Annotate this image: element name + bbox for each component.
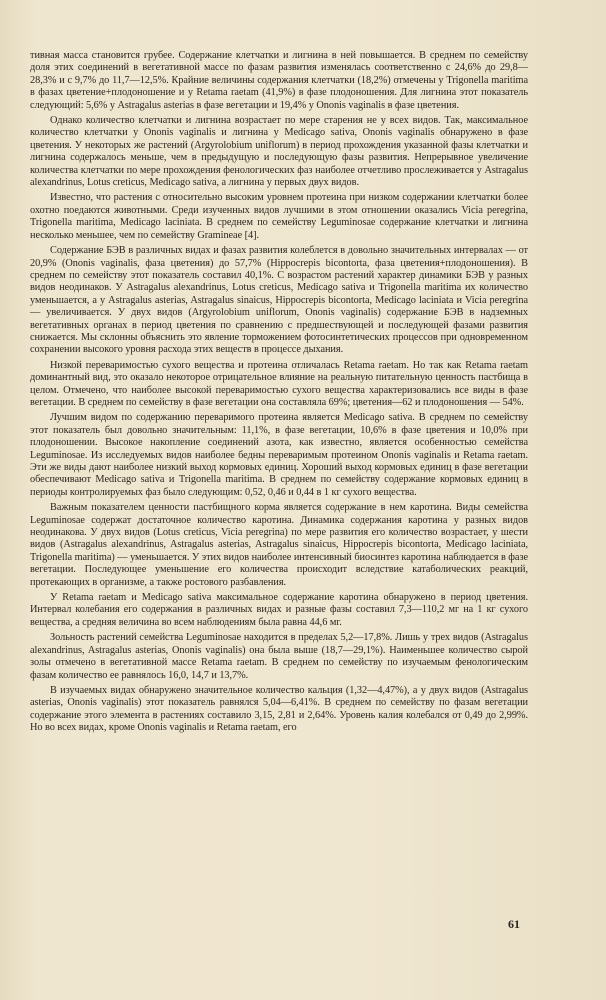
paragraph: В изучаемых видах обнаружено значительное количество кальция (1,32—4,47%), а у двух видов (Astragalus asterias, Ononis vaginalis) этот показатель равнялся 5,04—6,41%. В среднем по семейству по фазам вегетации содержание этого элемента в растениях составило 3,15, 2,81 и 2,64%. Уровень калия колебался от 0,49 до 2,99%. Но во всех видах, кроме Ononis vaginalis и Retama raetam, его (30, 684, 528, 734)
body-text (30, 50, 528, 738)
paragraph: Лучшим видом по содержанию переваримого протеина является Medicago sativa. В среднем по семейству этот показатель был довольно значительным: 11,1%, в фазе вегетации, 10,6% в фазе цветения и 10,0% при плодоношении. Высокое накопление соединений азота, как известно, является особенностью семейства Leguminosae. Из исследуемых видов наиболее бедны переваримым протеином Ononis vaginalis и Retama raetam. Эти же виды дают наиболее низкий выход кормовых единиц. Хороший выход кормовых единиц в фазе вегетации обеспечивают Medicago sativa и Trigonella maritima. В среднем по семейству содержание кормовых единиц в периоды контролируемых фаз было следующим: 0,52, 0,46 и 0,44 в 1 кг сухого вещества. (30, 412, 528, 498)
paragraph: Низкой переваримостью сухого вещества и протеина отличалась Retama raetam. Но так как Retama raetam доминантный вид, это оказало некоторое отрицательное влияние на реальную питательную ценность пастбища в целом. Отмечено, что наиболее высокой переваримостью сухого вещества характеризовались все виды в фазе вегетации. В среднем по семейству в фазе вегетации она составляла 69%; цветения—62 и плодоношения — 54%. (30, 359, 528, 408)
paragraph: Однако количество клетчатки и лигнина возрастает по мере старения не у всех видов. Так, максимальное количество клетчатки у Ononis vaginalis и лигнина у Medicago sativa, Ononis vaginalis обнаружено в фазе цветения. У некоторых же растений (Argyrolobium uniflorum) в период прохождения указанной фазы клетчатки и лигнина содержалось меньше, чем в предыдущую и последующую фазы развития. Непрерывное увеличение количества клетчатки по мере прохождения фенологических фаз наиболее отчетливо прослеживается у Astragalus alexandrinus, Lotus creticus, Medicago sativa, а лигнина у первых двух видов. (30, 115, 528, 189)
paragraph: тивная масса становится грубее. Содержание клетчатки и лигнина в ней повышается. В среднем по семейству доля этих соединений в вегетативной массе по фазам развития изменялась соответственно с 24,6% до 29,8—28,3% и с 9,7% до 11,7—12,5%. Крайние величины содержания клетчатки (18,2%) отмечены у Trigonella maritima в фазах цветение+плодоношение и у Retama raetam (41,9%) в фазе плодоношения. Для лигнина этот показатель следующий: 5,6% у Astragalus asterias в фазе вегетации и 19,4% у Ononis vaginalis в фазе цветения. (30, 50, 528, 111)
paragraph: Содержание БЭВ в различных видах и фазах развития колеблется в довольно значительных интервалах — от 20,9% (Ononis vaginalis, фаза цветения) до 57,7% (Hippocrepis bicontorta, фаза цветения+плодоношения). В среднем по семейству этот показатель составил 40,1%. С возрастом растений характер динамики БЭВ у разных видов неодинаков. У Astragalus alexandrinus, Lotus creticus, Medicago sativa и Trigonella maritima их количество уменьшается, а у Astragalus asterias, Astragalus sinaicus, Hippocrepis bicontorta, Medicago laciniata и Vicia peregrina — увеличивается. У двух видов (Argyrolobium uniflorum, Ononis vaginalis) содержание БЭВ в надземных вегетативных органах в период цветения по сравнению с предшествующей и последующей фазами развития снижается. Мы склонны объяснить это явление торможением фотосинтетических процессов при одновременном сохранении высокого уровня расхода этих веществ в процессе дыхания. (30, 245, 528, 356)
paragraph: У Retama raetam и Medicago sativa максимальное содержание каротина обнаружено в период цветения. Интервал колебания его содержания в различных видах и разные фазы составил 7,3—110,2 мг на 1 кг сухого вещества, а средняя величина во всем наблюдениям была равна 44,6 мг. (30, 592, 528, 628)
paragraph: Важным показателем ценности пастбищного корма является содержание в нем каротина. Виды семейства Leguminosae содержат достаточное количество каротина. Динамика содержания каротина у разных видов неодинакова. У двух видов (Lotus creticus, Vicia peregrina) по мере развития его количество возрастает, у шести видов (Astragalus alexandrinus, Astragalus asterias, Astragalus sinaicus, Hippocrepis bicontorta, Medicago laciniata, Trigonella maritima) — уменьшается. У этих видов наиболее интенсивный биосинтез каротина наблюдается в фазе вегетации. Последующее уменьшение его количества происходит вследствие катаболических реакций, протекающих в организме, а также ростового разбавления. (30, 502, 528, 588)
paragraph: Известно, что растения с относительно высоким уровнем протеина при низком содержании клетчатки более охотно поедаются животными. Среди изученных видов лучшими в этом отношении оказались Vicia peregrina, Trigonella maritima, Medicago laciniata. В среднем по семейству Leguminosae содержание клетчатки и лигнина несколько меньшее, чем по семейству Gramineae [4]. (30, 192, 528, 241)
paragraph: Зольность растений семейства Leguminosae находится в пределах 5,2—17,8%. Лишь у трех видов (Astragalus alexandrinus, Astragalus asterias, Ononis vaginalis) она была выше (18,7—29,1%). Наименьшее количество сырой золы отмечено в вегетативной массе Retama raetam. В среднем по семейству по изучаемым фенологическим фазам количество ее равнялось 16,0, 14,7 и 13,7%. (30, 632, 528, 681)
page-number: 61 (508, 917, 520, 931)
